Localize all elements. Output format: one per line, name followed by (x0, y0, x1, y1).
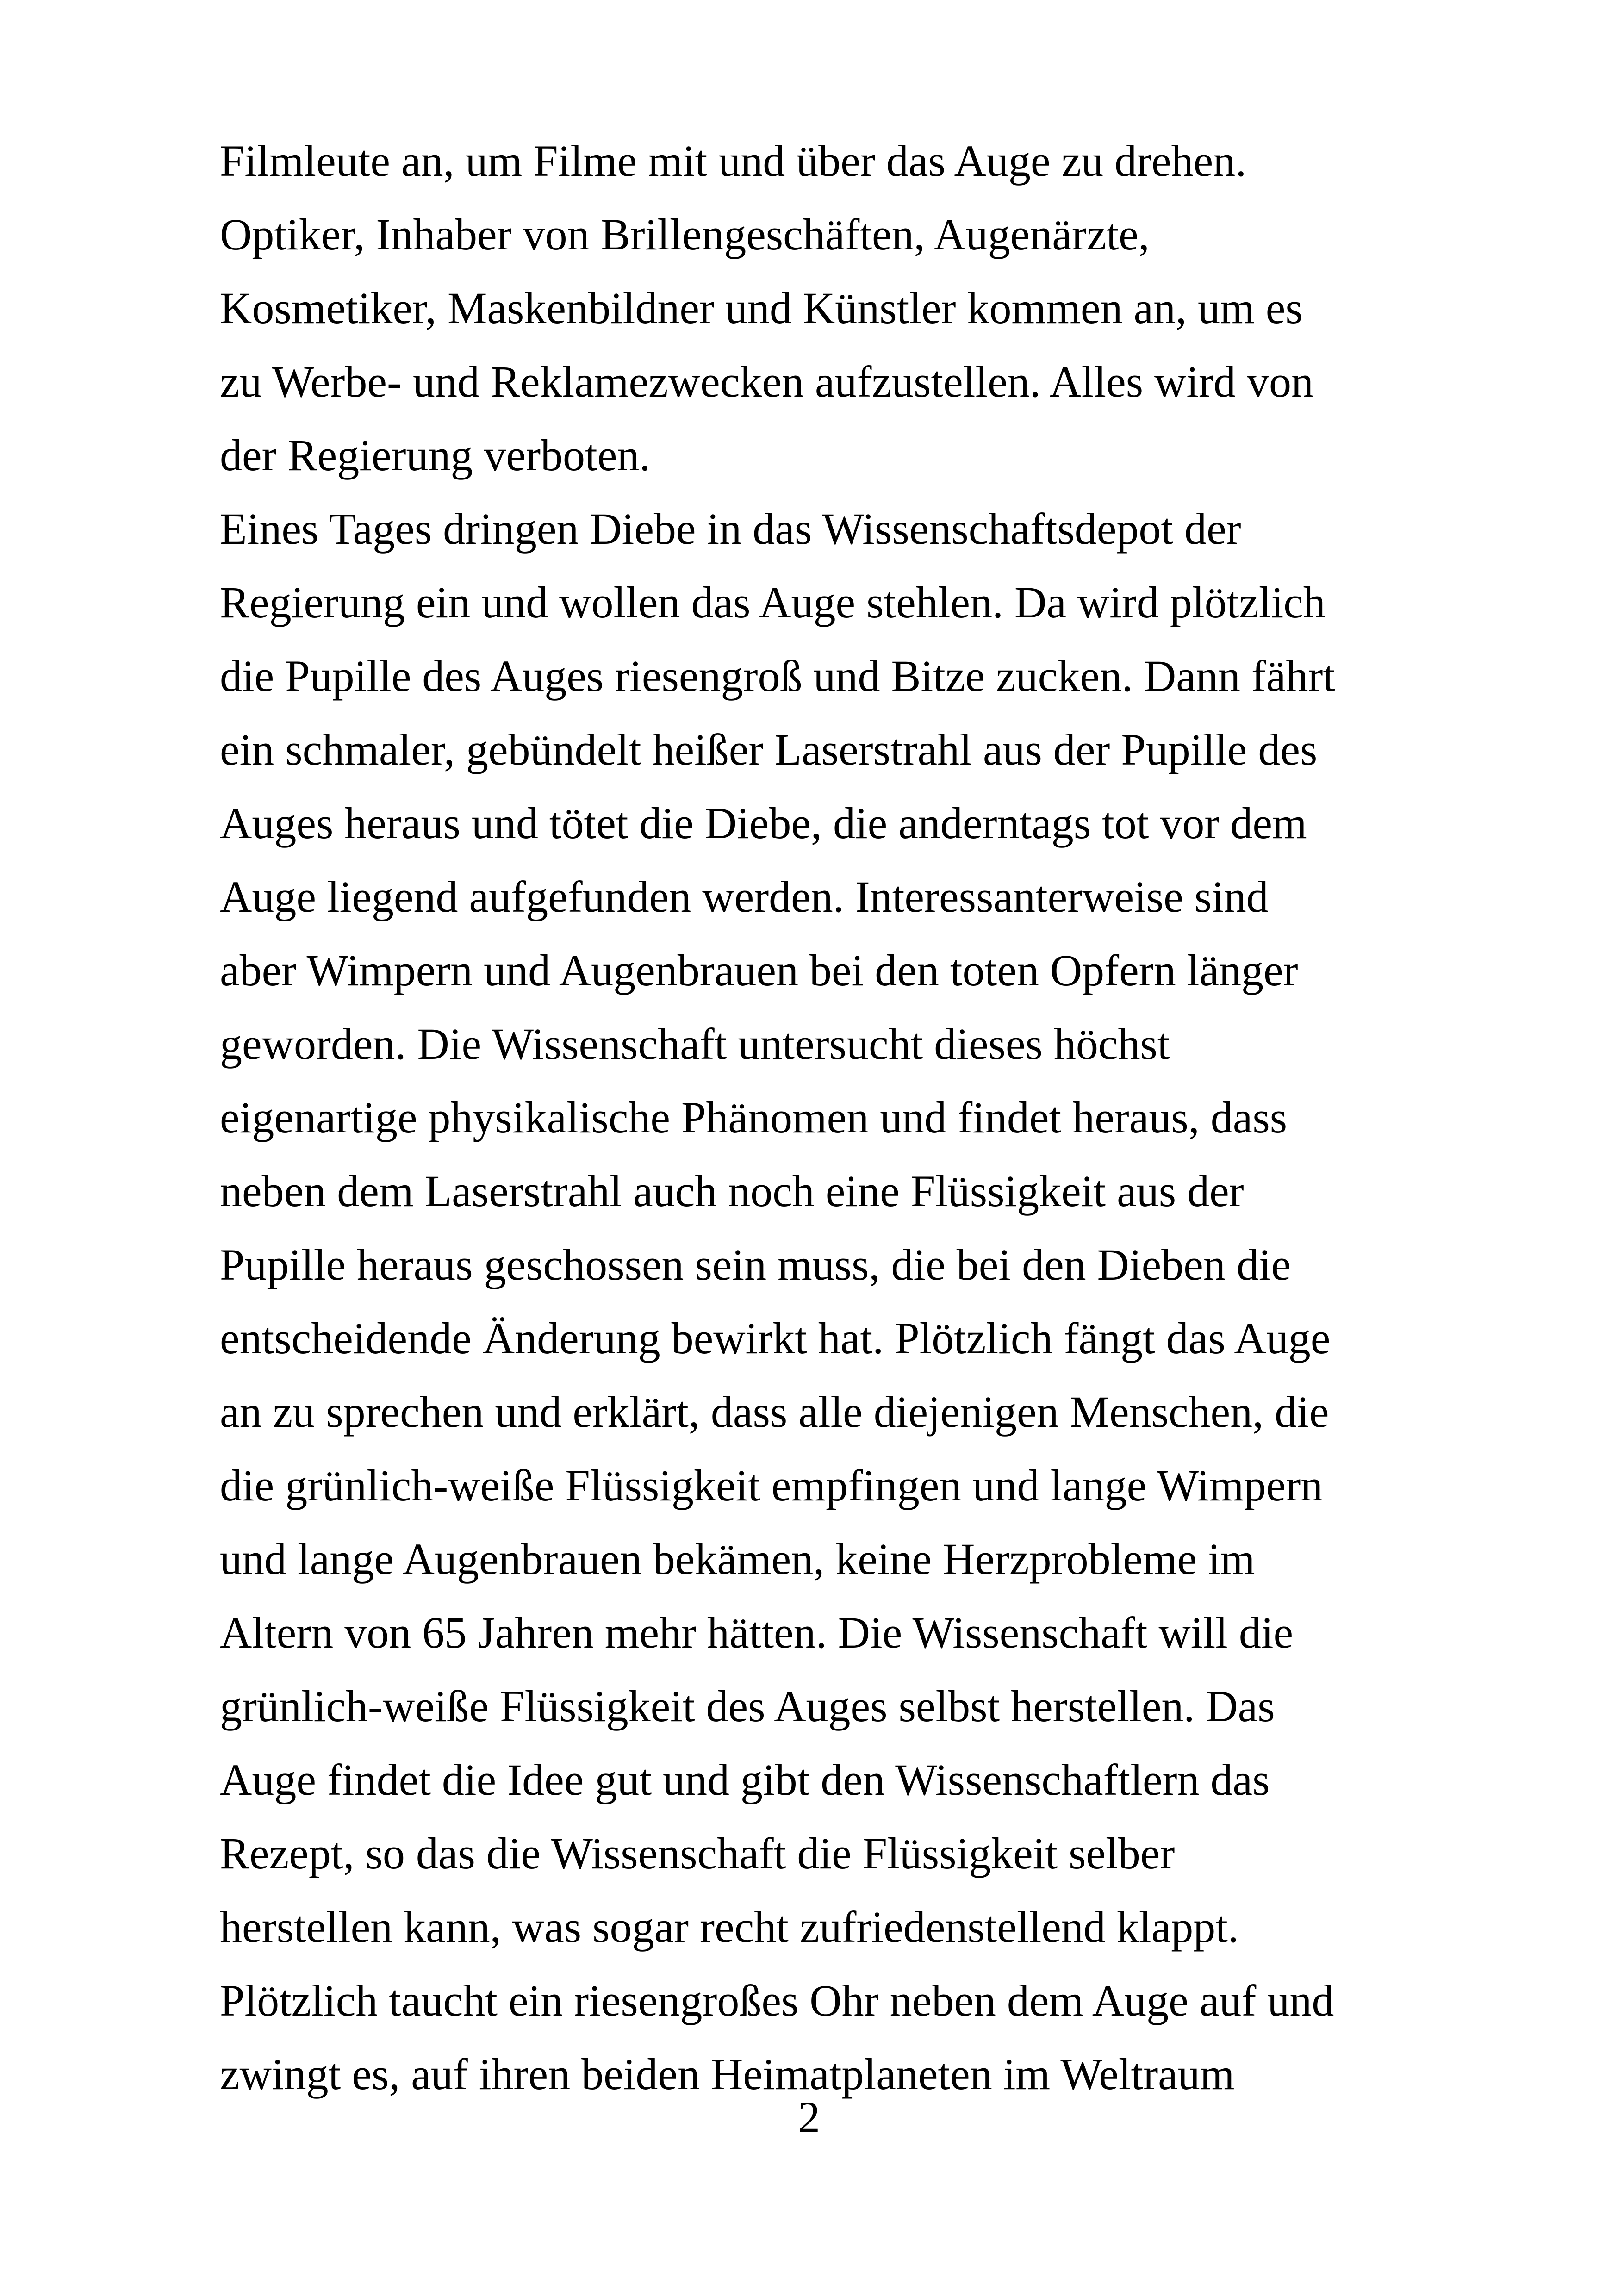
text-line: Pupille heraus geschossen sein muss, die bei den Dieben die (220, 1240, 1291, 1289)
text-line: Auge findet die Idee gut und gibt den Wissenschaftlern das (220, 1755, 1270, 1804)
text-line: neben dem Laserstrahl auch noch eine Flüssigkeit aus der (220, 1166, 1244, 1216)
text-line: herstellen kann, was sogar recht zufriedenstellend klappt. (220, 1902, 1239, 1952)
text-line: Optiker, Inhaber von Brillengeschäften, Augenärzte, (220, 210, 1150, 259)
body-text (220, 124, 1423, 2111)
text-line: an zu sprechen und erklärt, dass alle diejenigen Menschen, die (220, 1387, 1329, 1437)
text-line: grünlich-weiße Flüssigkeit des Auges selbst herstellen. Das (220, 1681, 1275, 1731)
text-line: Kosmetiker, Maskenbildner und Künstler kommen an, um es (220, 283, 1303, 333)
text-line: geworden. Die Wissenschaft untersucht dieses höchst (220, 1019, 1170, 1069)
text-line: eigenartige physikalische Phänomen und findet heraus, dass (220, 1093, 1288, 1142)
text-line: Regierung ein und wollen das Auge stehlen. Da wird plötzlich (220, 578, 1326, 627)
text-line: Rezept, so das die Wissenschaft die Flüssigkeit selber (220, 1829, 1175, 1878)
text-line: Auges heraus und tötet die Diebe, die anderntags tot vor dem (220, 798, 1307, 848)
text-line: ein schmaler, gebündelt heißer Laserstrahl aus der Pupille des (220, 725, 1318, 774)
text-line: Auge liegend aufgefunden werden. Interessanterweise sind (220, 872, 1269, 921)
text-line: die Pupille des Auges riesengroß und Bitze zucken. Dann fährt (220, 651, 1336, 701)
page-number: 2 (798, 2092, 820, 2142)
text-line: aber Wimpern und Augenbrauen bei den toten Opfern länger (220, 946, 1298, 995)
text-line: die grünlich-weiße Flüssigkeit empfingen und lange Wimpern (220, 1461, 1323, 1510)
text-line: Eines Tages dringen Diebe in das Wissenschaftsdepot der (220, 504, 1241, 554)
text-line: Filmleute an, um Filme mit und über das Auge zu drehen. (220, 136, 1247, 186)
text-line: zwingt es, auf ihren beiden Heimatplaneten im Weltraum (220, 2049, 1235, 2099)
text-line: Altern von 65 Jahren mehr hätten. Die Wissenschaft will die (220, 1608, 1294, 1657)
text-line: und lange Augenbrauen bekämen, keine Herzprobleme im (220, 1534, 1255, 1584)
text-line: der Regierung verboten. (220, 430, 651, 480)
text-line: entscheidende Änderung bewirkt hat. Plötzlich fängt das Auge (220, 1313, 1331, 1363)
text-line: Plötzlich taucht ein riesengroßes Ohr neben dem Auge auf und (220, 1976, 1334, 2025)
text-line: zu Werbe- und Reklamezwecken aufzustellen. Alles wird von (220, 357, 1314, 406)
